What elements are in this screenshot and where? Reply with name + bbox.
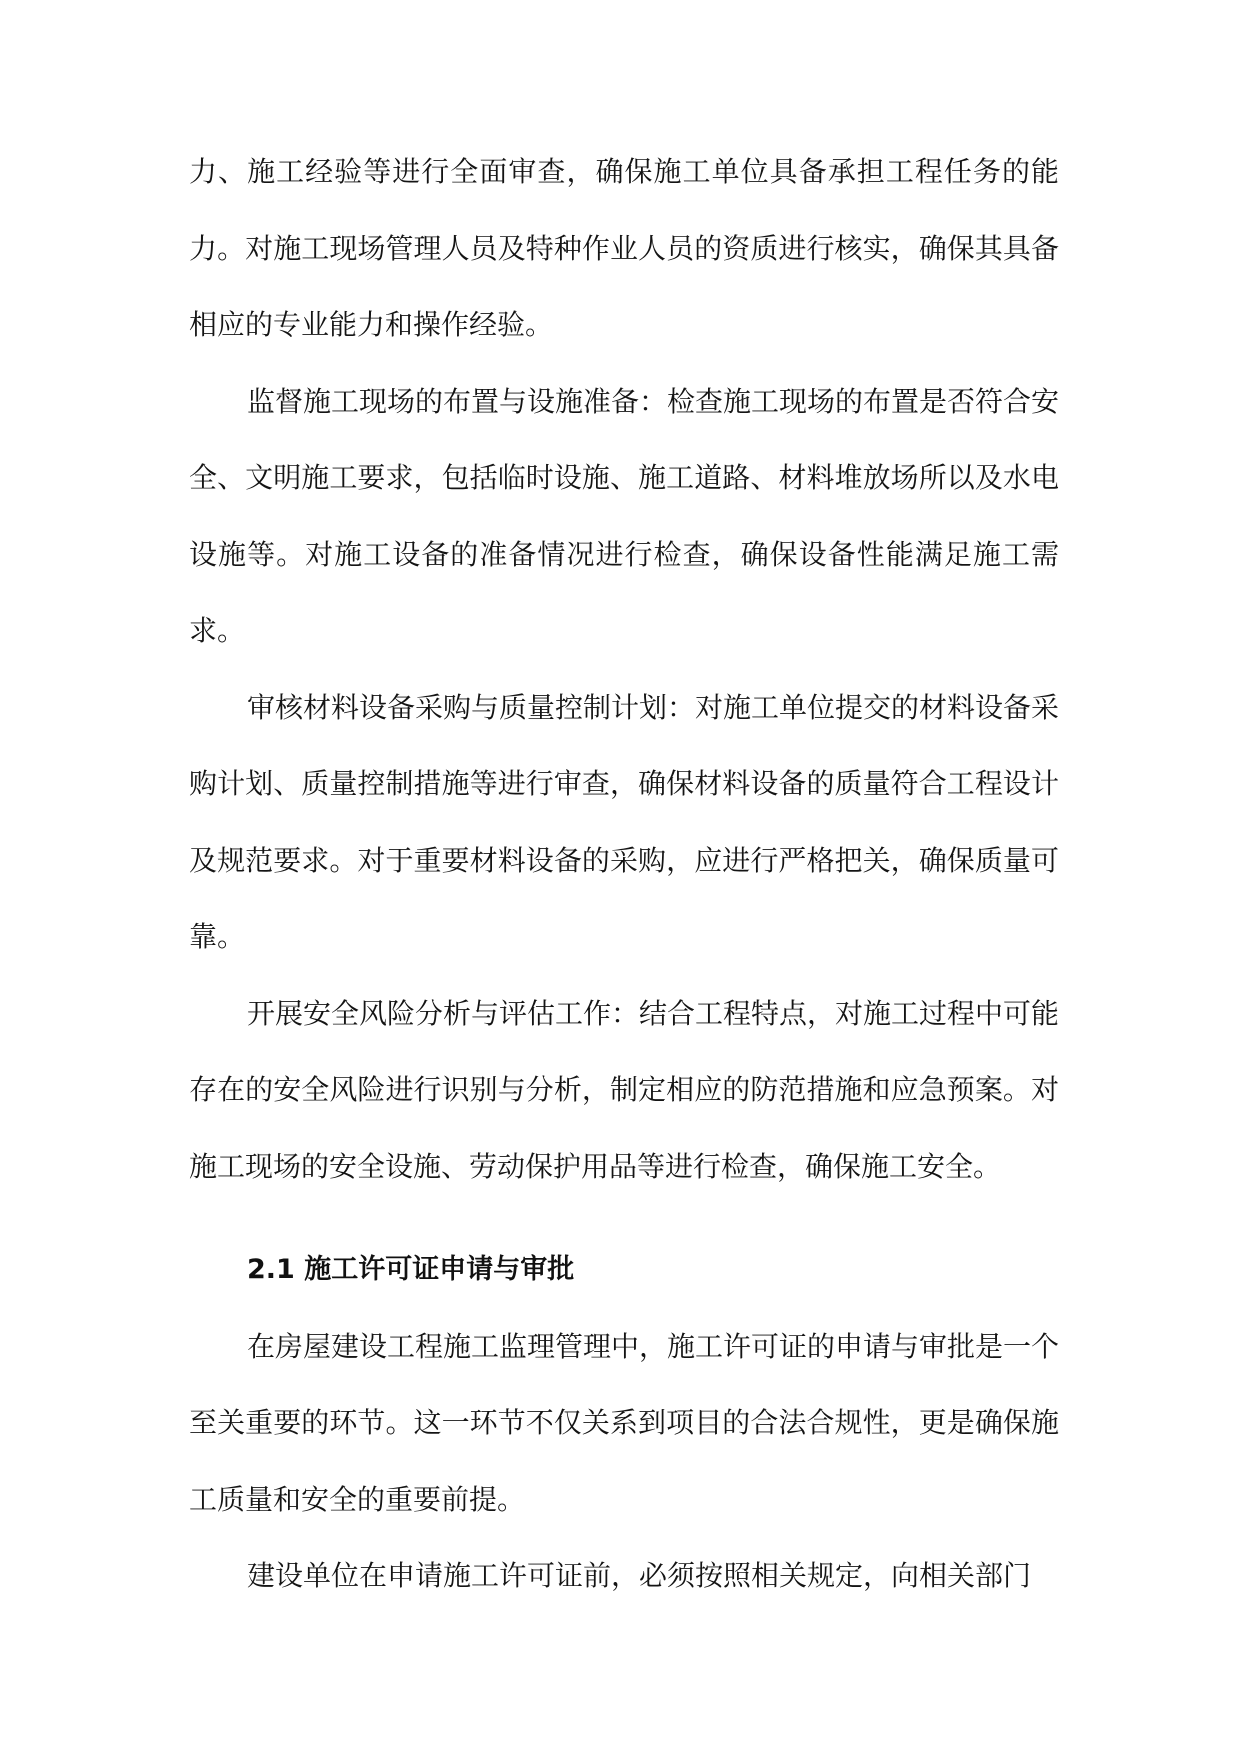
paragraph-continuation: 力、施工经验等进行全面审查，确保施工单位具备承担工程任务的能力。对施工现场管理人员及特种作业人员的资质进行核实，确保其具备相应的专业能力和操作经验。 (189, 155, 1059, 341)
document-page (189, 134, 1059, 1615)
paragraph-permit-application: 建设单位在申请施工许可证前，必须按照相关规定，向相关部门 (247, 1559, 1032, 1592)
section-heading: 2.1 施工许可证申请与审批 (247, 1254, 575, 1285)
paragraph-site-layout: 监督施工现场的布置与设施准备：检查施工现场的布置是否符合安全、文明施工要求，包括临时设施、施工道路、材料堆放场所以及水电设施等。对施工设备的准备情况进行检查，确保设备性能满足施工需求。 (189, 384, 1060, 647)
paragraph-materials-quality: 审核材料设备采购与质量控制计划：对施工单位提交的材料设备采购计划、质量控制措施等进行审查，确保材料设备的质量符合工程设计及规范要求。对于重要材料设备的采购，应进行严格把关，确保质量可靠。 (189, 690, 1060, 953)
paragraph-safety-risk: 开展安全风险分析与评估工作：结合工程特点，对施工过程中可能存在的安全风险进行识别与分析，制定相应的防范措施和应急预案。对施工现场的安全设施、劳动保护用品等进行检查，确保施工安全。 (189, 996, 1060, 1183)
paragraph-permit-intro: 在房屋建设工程施工监理管理中，施工许可证的申请与审批是一个至关重要的环节。这一环节不仅关系到项目的合法合规性，更是确保施工质量和安全的重要前提。 (189, 1329, 1060, 1516)
